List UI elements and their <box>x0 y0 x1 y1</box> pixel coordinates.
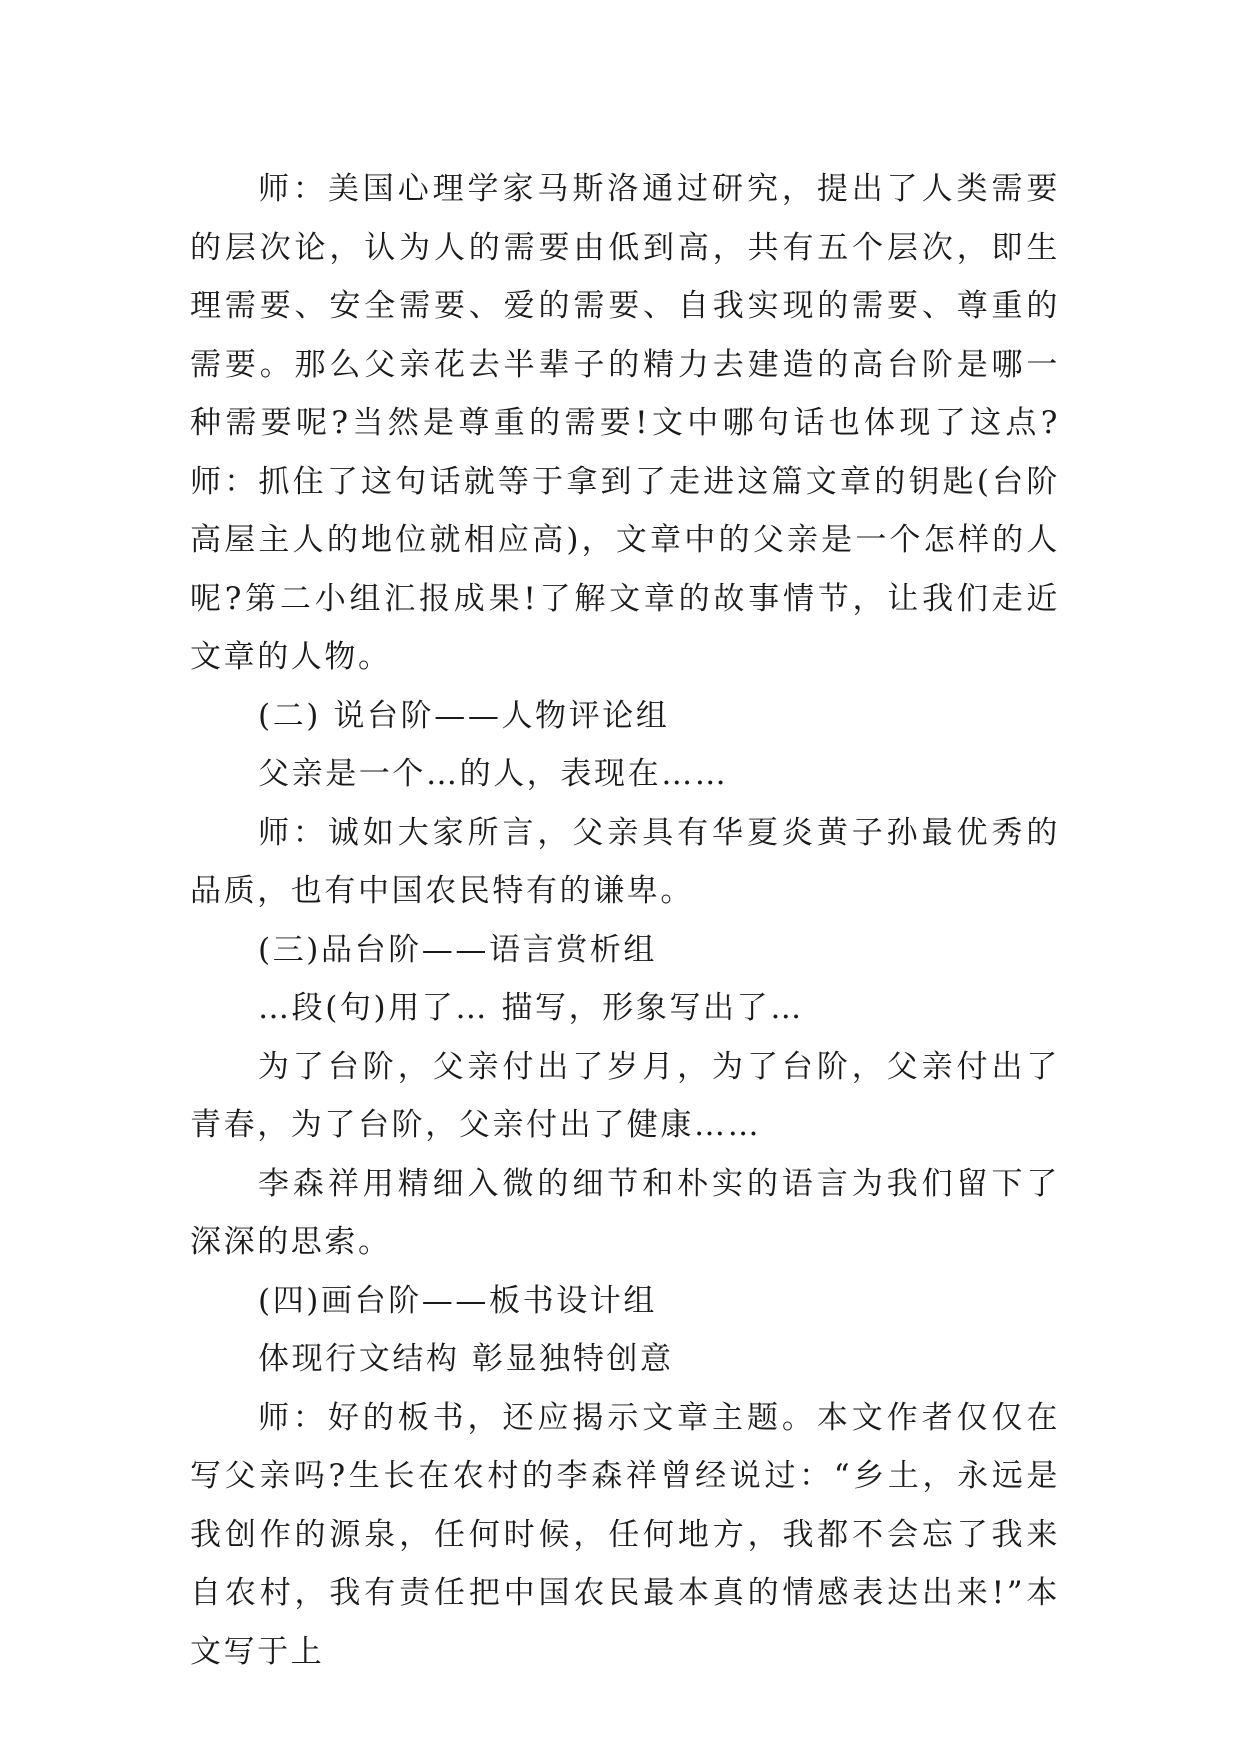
paragraph-theme: 师：好的板书，还应揭示文章主题。本文作者仅仅在写父亲吗?生长在农村的李森祥曾经说过：“乡土，永远是我创作的源泉，任何时候，任何地方，我都不会忘了我来自农村，我有责任把中国农民最本真的情感表达出来!”本文写于上 <box>190 1399 1060 1670</box>
heading-section-three: (三)品台阶——语言赏析组 <box>258 931 657 968</box>
heading-section-four: (四)画台阶——板书设计组 <box>258 1282 657 1319</box>
paragraph-teacher-comment: 师：诚如大家所言，父亲具有华夏炎黄子孙最优秀的品质，也有中国农民特有的谦卑。 <box>190 814 1060 909</box>
paragraph-father-is: 父亲是一个…的人，表现在…… <box>258 756 729 792</box>
paragraph-author-language: 李森祥用精细入微的细节和朴实的语言为我们留下了深深的思索。 <box>190 1165 1060 1260</box>
heading-section-two: (二) 说台阶——人物评论组 <box>258 697 670 734</box>
document-body <box>190 160 1060 1681</box>
paragraph-board-design: 体现行文结构 彰显独特创意 <box>258 1341 674 1377</box>
paragraph-maslow-needs: 师：美国心理学家马斯洛通过研究，提出了人类需要的层次论，认为人的需要由低到高，共有五个层次，即生理需要、安全需要、爱的需要、自我实现的需要、尊重的需要。那么父亲花去半辈子的精力去建造的高台阶是哪一种需要呢?当然是尊重的需要!文中哪句话也体现了这点? 师：抓住了这句话就等于拿到了走进这篇文章的钥匙(台阶高屋主人的地位就相应高)，文章中的父亲是一个怎样的人呢?第二小组汇报成果!了解文章的故事情节，让我们走近文章的人物。 <box>190 171 1060 675</box>
paragraph-father-sacrifice: 为了台阶，父亲付出了岁月，为了台阶，父亲付出了青春，为了台阶，父亲付出了健康…… <box>190 1048 1060 1143</box>
paragraph-description-template: …段(句)用了… 描写，形象写出了… <box>258 990 804 1026</box>
